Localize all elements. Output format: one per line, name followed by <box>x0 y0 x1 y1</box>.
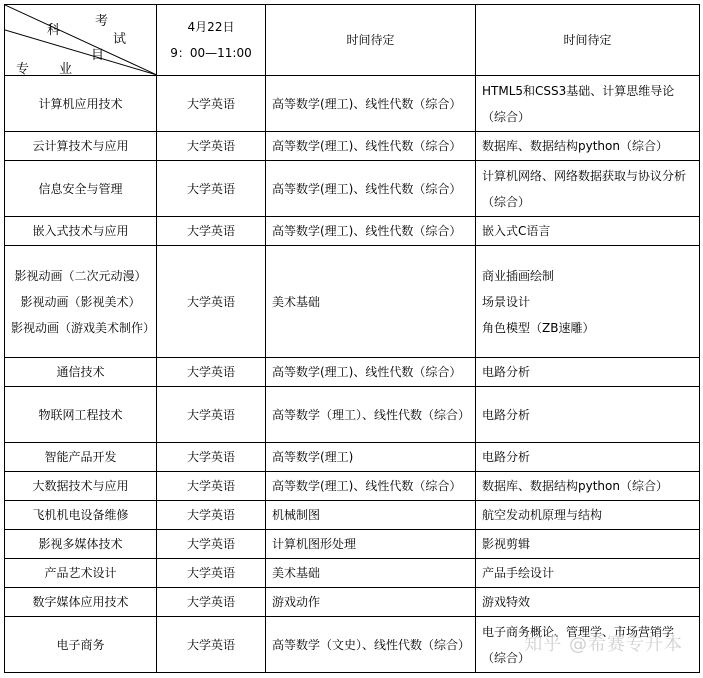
subject2-cell: 高等数学(理工)、线性代数（综合） <box>266 76 476 132</box>
exam-schedule-table <box>4 4 700 673</box>
subject2-cell: 高等数学(理工) <box>266 443 476 472</box>
subject3-cell <box>476 588 700 617</box>
subject3-cell <box>476 76 700 132</box>
major-cell <box>5 161 157 217</box>
table-row <box>5 132 700 161</box>
subject3-cell <box>476 161 700 217</box>
table-row <box>5 501 700 530</box>
diag-word-ke: 科 <box>47 23 61 38</box>
subject3-item: 场景设计 <box>482 294 531 309</box>
subject3-cell <box>476 443 700 472</box>
subject2-cell: 游戏动作 <box>266 588 476 617</box>
table-row <box>5 217 700 246</box>
subject3-cell <box>476 132 700 161</box>
diag-word-kao: 考 <box>95 14 109 29</box>
english-exam-cell: 大学英语 <box>157 161 266 217</box>
subject3-item: 电路分析 <box>482 450 531 464</box>
table-row <box>5 161 700 217</box>
major-name: 影视动画（二次元动漫） <box>14 268 147 283</box>
major-name: 云计算技术与应用 <box>32 139 129 153</box>
table-row <box>5 443 700 472</box>
major-cell <box>5 76 157 132</box>
subject2-cell: 高等数学（理工）、线性代数（综合） <box>266 387 476 443</box>
subject2-cell: 高等数学(理工)、线性代数（综合） <box>266 217 476 246</box>
subject2-cell: 高等数学（文史）、线性代数（综合） <box>266 617 476 673</box>
english-exam-cell: 大学英语 <box>157 246 266 358</box>
subject3-cell <box>476 501 700 530</box>
header-date-cell <box>157 5 266 76</box>
major-name: 数字媒体应用技术 <box>32 595 129 609</box>
subject2-cell: 计算机图形处理 <box>266 530 476 559</box>
subject3-item: 影视剪辑 <box>482 537 531 551</box>
subject3-cell <box>476 217 700 246</box>
subject3-cell <box>476 358 700 387</box>
table-row <box>5 559 700 588</box>
table-row <box>5 387 700 443</box>
table-row <box>5 358 700 387</box>
major-cell <box>5 387 157 443</box>
subject2-cell: 美术基础 <box>266 246 476 358</box>
english-exam-cell: 大学英语 <box>157 217 266 246</box>
subject3-cell <box>476 530 700 559</box>
table-row <box>5 76 700 132</box>
subject2-cell: 高等数学(理工)、线性代数（综合） <box>266 472 476 501</box>
major-name: 信息安全与管理 <box>38 181 123 196</box>
major-cell <box>5 588 157 617</box>
major-name: 影视动画（游戏美术制作） <box>11 320 156 335</box>
header-col3: 时间待定 <box>266 5 476 76</box>
english-exam-cell: 大学英语 <box>157 530 266 559</box>
major-cell <box>5 443 157 472</box>
major-cell <box>5 358 157 387</box>
major-name: 嵌入式技术与应用 <box>32 224 129 238</box>
table-row <box>5 472 700 501</box>
english-exam-cell: 大学英语 <box>157 443 266 472</box>
major-name: 影视多媒体技术 <box>38 537 123 551</box>
subject3-item: 商业插画绘制 <box>482 268 555 283</box>
major-cell <box>5 501 157 530</box>
subject2-cell: 高等数学(理工)、线性代数（综合） <box>266 358 476 387</box>
header-row <box>5 5 700 76</box>
subject3-cell <box>476 559 700 588</box>
watermark: 知乎 @希赛专升本 <box>524 634 683 655</box>
english-exam-cell: 大学英语 <box>157 76 266 132</box>
major-name: 飞机机电设备维修 <box>32 508 129 522</box>
subject3-item: 电子商务概论、管理学、市场营销学（综合） <box>482 624 675 665</box>
major-name: 大数据技术与应用 <box>32 479 129 493</box>
major-name: 影视动画（影视美术） <box>20 294 141 309</box>
english-exam-cell: 大学英语 <box>157 472 266 501</box>
major-cell <box>5 617 157 673</box>
english-exam-cell: 大学英语 <box>157 132 266 161</box>
major-name: 电子商务 <box>56 637 105 652</box>
table-row <box>5 530 700 559</box>
subject3-cell <box>476 472 700 501</box>
english-exam-cell: 大学英语 <box>157 387 266 443</box>
major-cell <box>5 217 157 246</box>
diag-word-zhuan: 专 <box>16 62 30 77</box>
english-exam-cell: 大学英语 <box>157 588 266 617</box>
major-cell <box>5 246 157 358</box>
subject3-item: 嵌入式C语言 <box>482 224 551 238</box>
subject3-cell <box>476 387 700 443</box>
english-exam-cell: 大学英语 <box>157 501 266 530</box>
diag-word-shi: 试 <box>113 32 127 47</box>
subject3-item: 电路分析 <box>482 407 531 422</box>
english-exam-cell: 大学英语 <box>157 617 266 673</box>
subject3-item: 航空发动机原理与结构 <box>482 508 603 522</box>
subject2-cell: 高等数学(理工)、线性代数（综合） <box>266 132 476 161</box>
subject3-cell <box>476 246 700 358</box>
table-row <box>5 588 700 617</box>
major-cell <box>5 559 157 588</box>
major-name: 计算机应用技术 <box>38 96 123 111</box>
header-date: 4月22日 <box>187 20 235 34</box>
subject3-item: 数据库、数据结构python（综合） <box>482 139 668 153</box>
major-cell <box>5 530 157 559</box>
diag-word-ye: 业 <box>59 62 73 77</box>
subject3-item: 数据库、数据结构python（综合） <box>482 479 668 493</box>
subject2-cell: 高等数学(理工)、线性代数（综合） <box>266 161 476 217</box>
table-row <box>5 246 700 358</box>
english-exam-cell: 大学英语 <box>157 358 266 387</box>
major-cell <box>5 472 157 501</box>
header-time: 9：00—11:00 <box>170 46 252 60</box>
subject3-item: 计算机网络、网络数据获取与协议分析（综合） <box>482 168 687 209</box>
major-name: 通信技术 <box>56 365 105 379</box>
major-name: 产品艺术设计 <box>44 566 117 580</box>
header-col4: 时间待定 <box>476 5 700 76</box>
subject3-item: HTML5和CSS3基础、计算思维导论（综合） <box>482 83 675 124</box>
diagonal-header-cell <box>5 5 157 76</box>
diag-word-mu: 目 <box>91 48 105 63</box>
subject3-item: 角色模型（ZB速雕） <box>482 320 595 335</box>
subject2-cell: 美术基础 <box>266 559 476 588</box>
major-name: 物联网工程技术 <box>38 407 123 422</box>
major-name: 智能产品开发 <box>44 450 117 464</box>
subject3-item: 产品手绘设计 <box>482 566 555 580</box>
major-cell <box>5 132 157 161</box>
english-exam-cell: 大学英语 <box>157 559 266 588</box>
subject3-item: 游戏特效 <box>482 595 531 609</box>
subject3-item: 电路分析 <box>482 365 531 379</box>
subject2-cell: 机械制图 <box>266 501 476 530</box>
